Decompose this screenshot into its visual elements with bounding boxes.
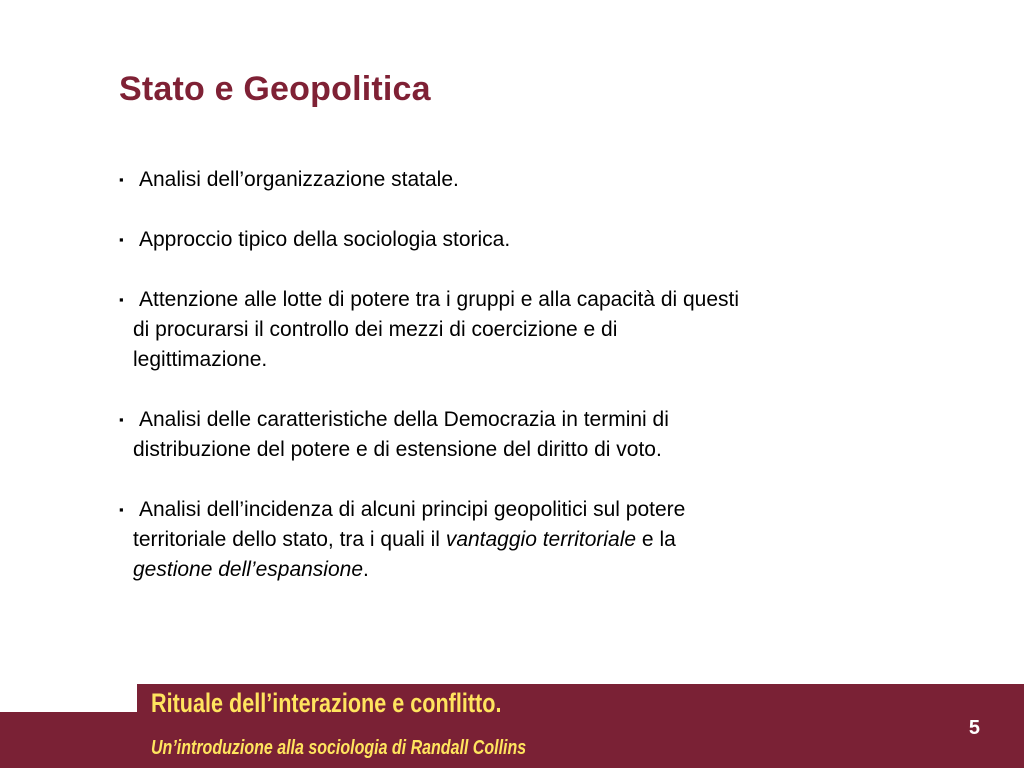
bullet-line (139, 285, 909, 315)
slide-title: Stato e Geopolitica (119, 70, 431, 108)
bullet-item (119, 285, 909, 375)
footer-separator (0, 707, 137, 712)
bullet-line (139, 495, 909, 525)
bullet-line (133, 315, 909, 345)
text-segment: Analisi delle caratteristiche della Democrazia in termini di (139, 408, 669, 431)
text-segment: Attenzione alle lotte di potere tra i gruppi e alla capacità di questi (139, 288, 740, 311)
bullet-item (119, 165, 909, 195)
page-number: 5 (968, 717, 980, 739)
text-segment: di procurarsi il controllo dei mezzi di coercizione e di (133, 318, 618, 341)
text-segment: Approccio tipico della sociologia storica. (139, 228, 511, 251)
text-segment: e la (636, 528, 676, 551)
bullet-line (139, 165, 909, 195)
bullet-marker: ▪ (119, 172, 124, 187)
bullet-marker: ▪ (119, 292, 124, 307)
text-segment: Analisi dell’organizzazione statale. (139, 168, 459, 191)
text-segment: distribuzione del potere e di estensione del diritto di voto. (133, 438, 662, 461)
bullet-line (139, 405, 909, 435)
bullet-item (119, 225, 909, 255)
bullet-line (133, 345, 909, 375)
text-segment: . (363, 558, 369, 581)
text-segment: Analisi dell’incidenza di alcuni principi geopolitici sul potere (139, 498, 686, 521)
bullet-item (119, 405, 909, 465)
bullet-text (119, 165, 909, 195)
bullet-item (119, 495, 909, 585)
text-segment: territoriale dello stato, tra i quali il (133, 528, 446, 551)
bullet-marker: ▪ (119, 412, 124, 427)
bullet-line (133, 555, 909, 585)
emphasized-text: gestione dell’espansione (133, 558, 364, 581)
bullet-marker: ▪ (119, 502, 124, 517)
footer-title: Rituale dell’interazione e conflitto. (151, 688, 502, 718)
bullet-line (139, 225, 909, 255)
bullet-text (119, 405, 909, 465)
bullet-line (133, 525, 909, 555)
bullet-text (119, 285, 909, 375)
bullet-text (119, 495, 909, 585)
emphasized-text: vantaggio territoriale (445, 528, 637, 551)
footer-subtitle: Un’introduzione alla sociologia di Randall Collins (151, 737, 527, 759)
bullet-text (119, 225, 909, 255)
text-segment: legittimazione. (133, 348, 268, 371)
bullet-marker: ▪ (119, 232, 124, 247)
bullet-line (133, 435, 909, 465)
